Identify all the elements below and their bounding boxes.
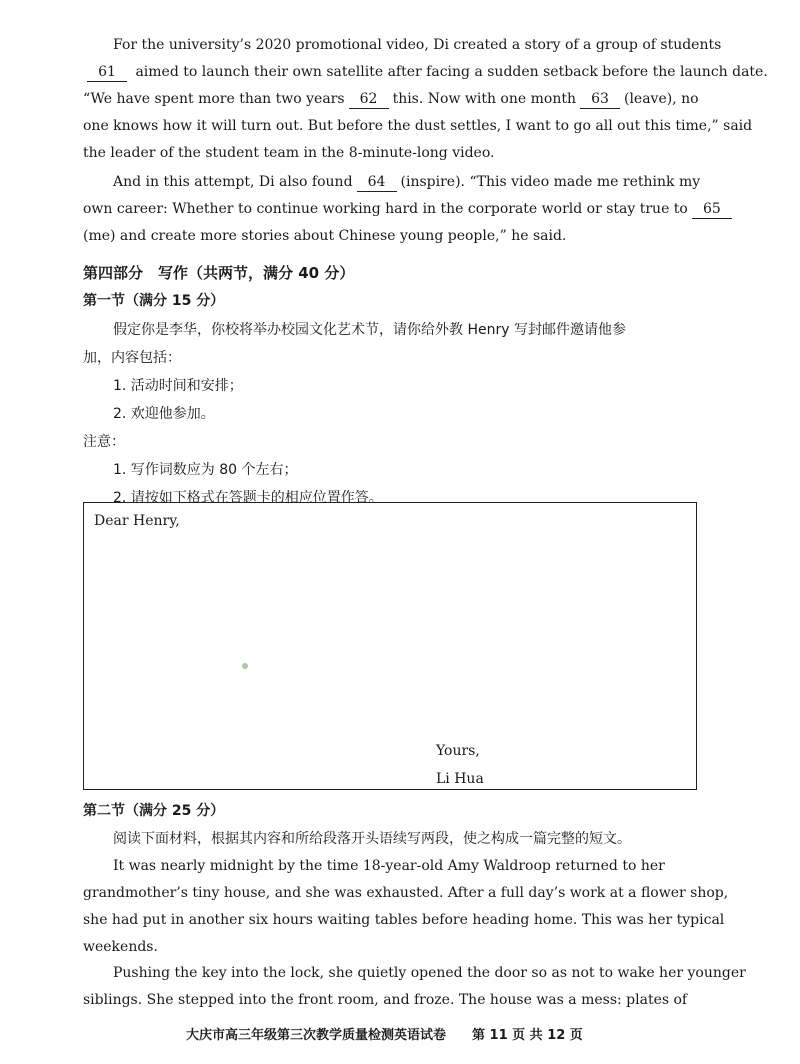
- letter-greeting: Dear Henry,: [94, 513, 180, 529]
- text-line: siblings. She stepped into the front room, and froze. The house was a mess: plates of: [83, 992, 688, 1008]
- text-line: [83, 223, 701, 250]
- section1-title: 第一节（满分 15 分）: [83, 293, 225, 309]
- text-line: It was nearly midnight by the time 18-year-old Amy Waldroop returned to her: [113, 858, 665, 874]
- text-line: Pushing the key into the lock, she quietly opened the door so as not to wake her younger: [113, 965, 746, 981]
- note-label: 注意：: [83, 434, 125, 450]
- text: one knows how it will turn out. But before the dust settles, I want to go all out this time,” said: [83, 118, 753, 134]
- text-line: [83, 113, 753, 140]
- text-line: [83, 140, 701, 167]
- section2-intro: [83, 826, 701, 853]
- story-paragraph-1: [83, 853, 729, 961]
- letter-closing: Yours,: [436, 743, 480, 759]
- text-line: 加，内容包括：: [83, 350, 181, 366]
- text: the leader of the student team in the 8-minute-long video.: [83, 145, 495, 161]
- text: this. Now with one month: [392, 91, 576, 107]
- section2-title: 第二节（满分 25 分）: [83, 803, 225, 819]
- text-line: weekends.: [83, 939, 158, 955]
- reading-paragraph-1: [83, 32, 768, 167]
- list-item: 2. 欢迎他参加。: [113, 406, 215, 422]
- blank-61: 61: [87, 63, 127, 82]
- text: And in this attempt, Di also found: [113, 174, 353, 190]
- text-line: grandmother’s tiny house, and she was exhausted. After a full day’s work at a flower shop,: [83, 885, 729, 901]
- blank-65: 65: [692, 200, 732, 219]
- page-footer: 大庆市高三年级第三次教学质量检测英语试卷 第 11 页 共 12 页: [186, 1028, 583, 1043]
- blank-62: 62: [349, 90, 389, 109]
- letter-signature: Li Hua: [436, 771, 484, 787]
- text: “We have spent more than two years: [83, 91, 345, 107]
- text: (leave), no: [623, 91, 699, 107]
- list-item: 2. 请按如下格式在答题卡的相应位置作答。: [113, 490, 383, 506]
- text-line: she had put in another six hours waiting tables before heading home. This was her typical: [83, 912, 725, 928]
- letter-answer-box: [83, 502, 697, 790]
- text-line: 假定你是李华，你校将举办校园文化艺术节，请你给外教 Henry 写封邮件邀请他参: [113, 322, 626, 338]
- story-paragraph-2: [83, 960, 746, 1014]
- text: (inspire). “This video made me rethink my: [400, 174, 701, 190]
- text: own career: Whether to continue working hard in the corporate world or stay true to: [83, 201, 688, 217]
- list-item: 1. 活动时间和安排；: [113, 378, 243, 394]
- section1-prompt: [83, 316, 701, 512]
- text-line: [83, 32, 722, 59]
- text-line: [83, 169, 701, 196]
- blank-63: 63: [580, 90, 620, 109]
- reading-paragraph-2: [83, 169, 721, 250]
- text: For the university’s 2020 promotional video, Di created a story of a group of students: [113, 37, 722, 53]
- text-line: [83, 196, 721, 223]
- ink-spot: [242, 663, 248, 669]
- text: (me) and create more stories about Chinese young people,” he said.: [83, 228, 567, 244]
- blank-64: 64: [357, 173, 397, 192]
- part4-title: 第四部分 写作（共两节，满分 40 分）: [83, 264, 355, 282]
- text-line: 阅读下面材料，根据其内容和所给段落开头语续写两段，使之构成一篇完整的短文。: [113, 831, 631, 847]
- text-line: [83, 59, 768, 86]
- list-item: 1. 写作词数应为 80 个左右；: [113, 462, 298, 478]
- text: aimed to launch their own satellite after facing a sudden setback before the launch date.: [135, 64, 768, 80]
- text-line: [83, 86, 701, 113]
